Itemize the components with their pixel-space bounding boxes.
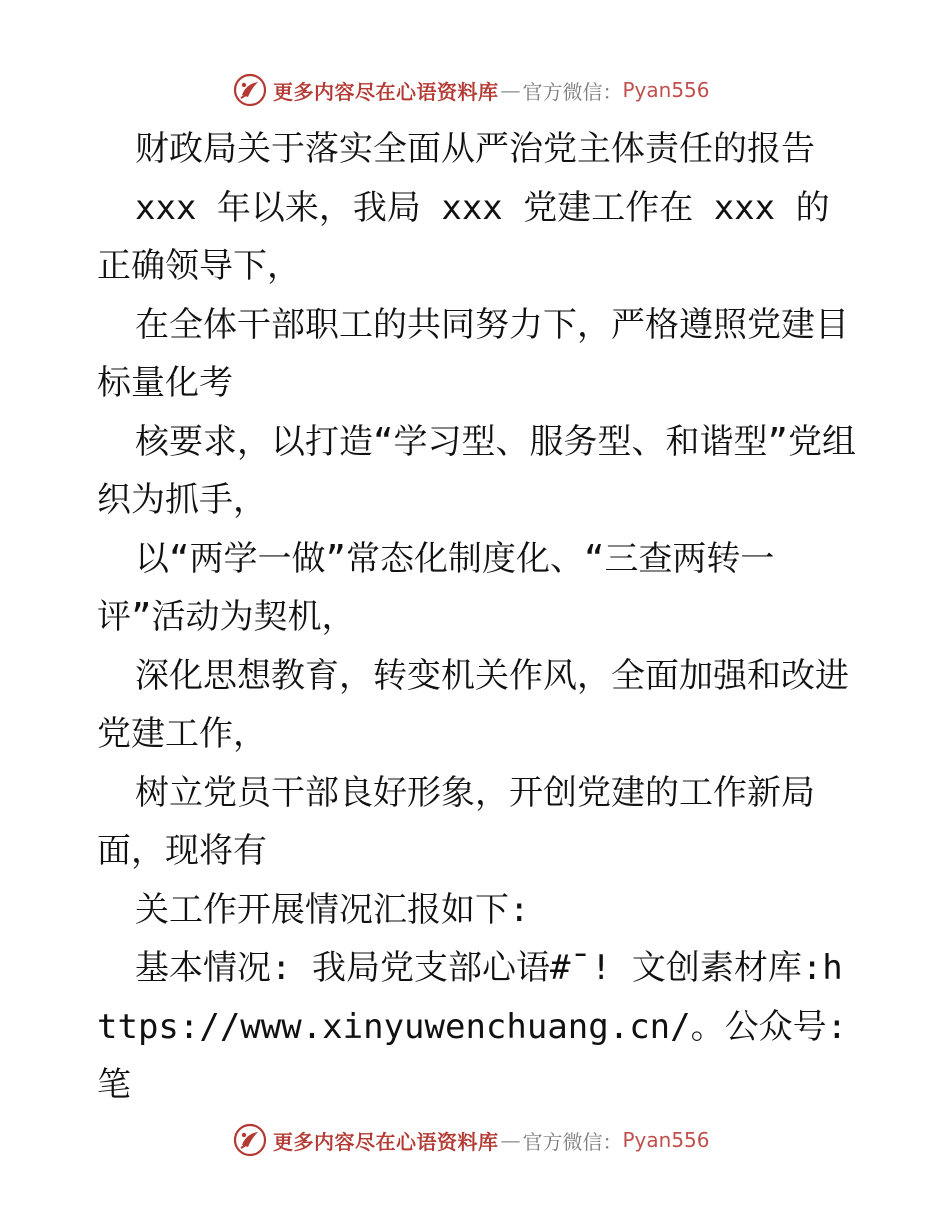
brand-name: 更多内容尽在心语资料库 bbox=[273, 1129, 499, 1154]
paragraph-6-cont: 面，现将有 bbox=[97, 831, 267, 871]
document-title: 财政局关于落实全面从严治党主体责任的报告 bbox=[135, 129, 815, 169]
paragraph-4-cont: 评”活动为契机， bbox=[97, 597, 356, 637]
brush-seal-logo-icon bbox=[233, 1123, 267, 1157]
footer-watermark bbox=[233, 1120, 753, 1160]
paragraph-1-line: xxx 年以来，我局 xxx 党建工作在 xxx 的正确 bbox=[97, 187, 830, 286]
wechat-id: Pyan556 bbox=[622, 78, 710, 102]
brush-seal-logo-icon bbox=[233, 73, 267, 107]
paragraph-6 bbox=[97, 764, 857, 881]
wechat-id: Pyan556 bbox=[622, 1128, 710, 1152]
paragraph-8-cont: https://www.xinyuwenchuang.cn/。公众号: 笔 bbox=[97, 948, 848, 1105]
paragraph-5-cont: 党建工作， bbox=[97, 714, 267, 754]
paragraph-8 bbox=[97, 939, 857, 1115]
wechat-label: 官方微信： bbox=[522, 79, 623, 104]
paragraph-1 bbox=[97, 179, 857, 296]
paragraph-4-line: 以“两学一做”常态化制度化、“三查两转一 bbox=[135, 538, 775, 579]
paragraph-3 bbox=[97, 413, 857, 530]
brand-name: 更多内容尽在心语资料库 bbox=[273, 79, 499, 104]
paragraph-5-line: 深化思想教育，转变机关作风，全面加强和改进 bbox=[135, 655, 849, 696]
paragraph-4 bbox=[97, 530, 857, 647]
paragraph-5 bbox=[97, 647, 857, 764]
paragraph-8-line: 基本情况: 我局党支部心语#¯! 文创素材库: bbox=[135, 948, 823, 988]
paragraph-7-line: 关工作开展情况汇报如下: bbox=[135, 889, 530, 930]
paragraph-6-line: 树立党员干部良好形象，开创党建的工作新局 bbox=[135, 772, 815, 813]
document-body bbox=[97, 120, 857, 1115]
wechat-label: 官方微信： bbox=[522, 1129, 623, 1154]
brand-separator: — bbox=[500, 1128, 521, 1152]
header-watermark bbox=[233, 70, 753, 110]
paragraph-3-line: 核要求，以打造“学习型、服务型、和谐型”党 bbox=[135, 421, 822, 462]
brand-separator: — bbox=[500, 78, 521, 102]
paragraph-7 bbox=[97, 881, 857, 940]
paragraph-3-cont: 组织为抓手， bbox=[97, 421, 856, 520]
paragraph-2-cont: 标量化考 bbox=[97, 363, 233, 403]
paragraph-2-line: 在全体干部职工的共同努力下，严格遵照党建目 bbox=[135, 304, 849, 345]
paragraph-1-cont: 领导下， bbox=[165, 246, 301, 286]
paragraph-2 bbox=[97, 296, 857, 413]
